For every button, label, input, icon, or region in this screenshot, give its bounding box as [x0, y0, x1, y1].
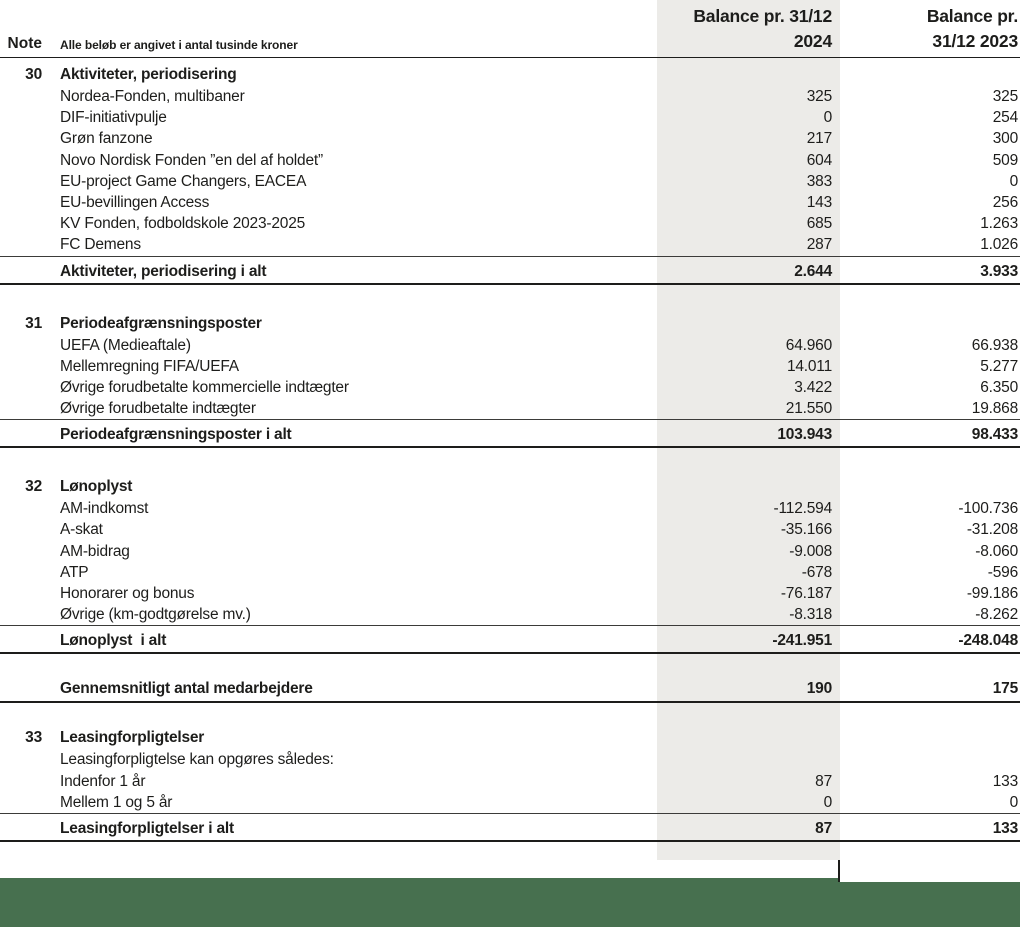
table-row: [0, 562, 1020, 583]
bottom-green-bar: [0, 878, 1020, 927]
value-2024: 190: [806, 680, 832, 698]
table-row: [0, 313, 1020, 335]
column-header-2024-line1: Balance pr. 31/12: [693, 6, 832, 26]
table-row: [0, 583, 1020, 604]
table-row: [0, 398, 1020, 419]
row-label: ATP: [60, 563, 89, 581]
table-row: [0, 192, 1020, 213]
value-2023: 19.868: [971, 400, 1018, 418]
row-label: Nordea-Fonden, multibaner: [60, 88, 245, 105]
table-row: [0, 86, 1020, 107]
total-label: Periodeafgrænsningsposter i alt: [60, 426, 292, 444]
note-number: 30: [25, 66, 42, 83]
column-header-2023-line1: Balance pr.: [926, 6, 1018, 26]
column-header-2024-line2: 2024: [793, 31, 832, 51]
column-header-2023-line2: 31/12 2023: [932, 31, 1018, 51]
value-2023: -596: [987, 563, 1018, 581]
table-row: [0, 749, 1020, 770]
value-2024: 103.943: [777, 426, 832, 444]
value-2024: 2.644: [794, 262, 832, 280]
table-row: [0, 498, 1020, 519]
table-row: [0, 335, 1020, 356]
row-label: Øvrige forudbetalte kommercielle indtægter: [60, 378, 349, 396]
value-2024: 0: [823, 109, 832, 127]
value-2023: 0: [1009, 172, 1018, 190]
value-2024: 14.011: [786, 357, 832, 375]
row-label: Indenfor 1 år: [60, 772, 146, 790]
table-row: [0, 107, 1020, 128]
value-2023: 1.026: [980, 236, 1018, 254]
row-label: UEFA (Medieaftale): [60, 336, 191, 354]
value-2023: -248.048: [958, 632, 1018, 650]
value-2023: -99.186: [966, 585, 1018, 602]
value-2024: 87: [815, 819, 832, 837]
table-row: [0, 813, 1020, 842]
table-row: [0, 213, 1020, 234]
column-header-2024: [632, 4, 832, 57]
table-row: [0, 64, 1020, 86]
row-label: DIF-initiativpulje: [60, 109, 167, 127]
row-label: FC Demens: [60, 236, 141, 254]
total-label: Lønoplyst i alt: [60, 632, 167, 650]
value-2023: 0: [1009, 793, 1018, 811]
row-label: Mellem 1 og 5 år: [60, 793, 173, 811]
value-2024: -9.008: [789, 542, 832, 560]
column-header-2023: [832, 4, 1020, 57]
note-number: 32: [25, 478, 42, 496]
value-2024: 3.422: [794, 378, 832, 396]
value-2023: 66.938: [971, 336, 1018, 354]
value-2023: 175: [992, 680, 1018, 698]
value-2023: 5.277: [980, 357, 1018, 375]
row-label: KV Fonden, fodboldskole 2023-2025: [60, 215, 306, 233]
value-2023: 1.263: [980, 215, 1018, 233]
section-title: Periodeafgrænsningsposter: [60, 314, 262, 332]
table-row: [0, 150, 1020, 171]
row-label: Øvrige forudbetalte indtægter: [60, 400, 256, 418]
value-2023: -31.208: [966, 521, 1018, 539]
value-2024: 64.960: [785, 336, 832, 354]
table-row: [0, 604, 1020, 625]
value-2024: 287: [806, 236, 832, 254]
row-label: Leasingforpligtelse kan opgøres således:: [60, 751, 334, 769]
note-number: 33: [25, 729, 42, 747]
section-title: Lønoplyst: [60, 478, 133, 496]
table-header-row: [0, 0, 1020, 58]
table-row: [0, 625, 1020, 654]
row-label: Novo Nordisk Fonden ”en del af holdet”: [60, 151, 323, 169]
table-row: [0, 727, 1020, 749]
value-2024: -678: [801, 563, 832, 581]
table-row: [0, 476, 1020, 498]
value-2023: -8.262: [975, 606, 1018, 624]
note-section-31: [0, 313, 1020, 449]
value-2023: 133: [992, 819, 1018, 837]
total-label: Leasingforpligtelser i alt: [60, 819, 234, 837]
row-label: EU-project Game Changers, EACEA: [60, 172, 307, 190]
note-section-33: [0, 727, 1020, 842]
summary-row-block: [0, 674, 1020, 703]
value-2023: 300: [992, 130, 1018, 148]
value-2023: 254: [992, 109, 1018, 127]
value-2024: -241.951: [772, 632, 832, 650]
note-number: 31: [25, 314, 42, 332]
table-row: [0, 128, 1020, 149]
row-label: EU-bevillingen Access: [60, 193, 210, 211]
table-body: [0, 64, 1020, 842]
table-row: [0, 356, 1020, 377]
section-title: Leasingforpligtelser: [60, 729, 205, 747]
value-2023: 509: [992, 151, 1018, 169]
value-2023: 98.433: [971, 426, 1018, 444]
value-2023: 133: [992, 772, 1018, 790]
table-row: [0, 792, 1020, 813]
table-row: [0, 419, 1020, 448]
table-row: [0, 674, 1020, 703]
value-2023: -100.736: [958, 500, 1018, 518]
value-2024: -35.166: [780, 521, 832, 539]
table-row: [0, 234, 1020, 255]
row-label: Grøn fanzone: [60, 130, 153, 148]
value-2024: 217: [806, 130, 832, 148]
value-2023: 325: [992, 88, 1018, 105]
note-column-header: Note: [7, 35, 42, 52]
value-2023: 3.933: [980, 262, 1018, 280]
value-2024: 325: [806, 88, 832, 105]
row-label: Mellemregning FIFA/UEFA: [60, 357, 239, 375]
note-section-32: [0, 476, 1020, 654]
table-row: [0, 771, 1020, 792]
section-title: Aktiviteter, periodisering: [60, 66, 237, 83]
value-2024: -112.594: [773, 500, 832, 518]
table-row: [0, 541, 1020, 562]
value-2024: 685: [806, 215, 832, 233]
total-label: Aktiviteter, periodisering i alt: [60, 262, 267, 280]
value-2024: 0: [823, 793, 832, 811]
value-2024: 604: [806, 151, 832, 169]
row-label: AM-bidrag: [60, 542, 130, 560]
total-label: Gennemsnitligt antal medarbejdere: [60, 680, 313, 698]
table-row: [0, 171, 1020, 192]
value-2023: 6.350: [980, 378, 1018, 396]
table-row: [0, 256, 1020, 285]
row-label: AM-indkomst: [60, 500, 149, 518]
units-note-label: Alle beløb er angivet i antal tusinde kroner: [60, 38, 298, 52]
value-2024: 143: [806, 193, 832, 211]
value-2023: -8.060: [975, 542, 1018, 560]
table-row: [0, 519, 1020, 540]
value-2023: 256: [992, 193, 1018, 211]
row-label: A-skat: [60, 521, 103, 539]
row-label: Honorarer og bonus: [60, 585, 195, 602]
value-2024: 87: [815, 772, 832, 790]
row-label: Øvrige (km-godtgørelse mv.): [60, 606, 251, 624]
note-section-30: [0, 64, 1020, 285]
bottom-right-white-cell: [838, 860, 1020, 882]
value-2024: -76.187: [780, 585, 832, 602]
table-row: [0, 377, 1020, 398]
value-2024: 383: [806, 172, 832, 190]
value-2024: 21.550: [785, 400, 832, 418]
value-2024: -8.318: [789, 606, 832, 624]
